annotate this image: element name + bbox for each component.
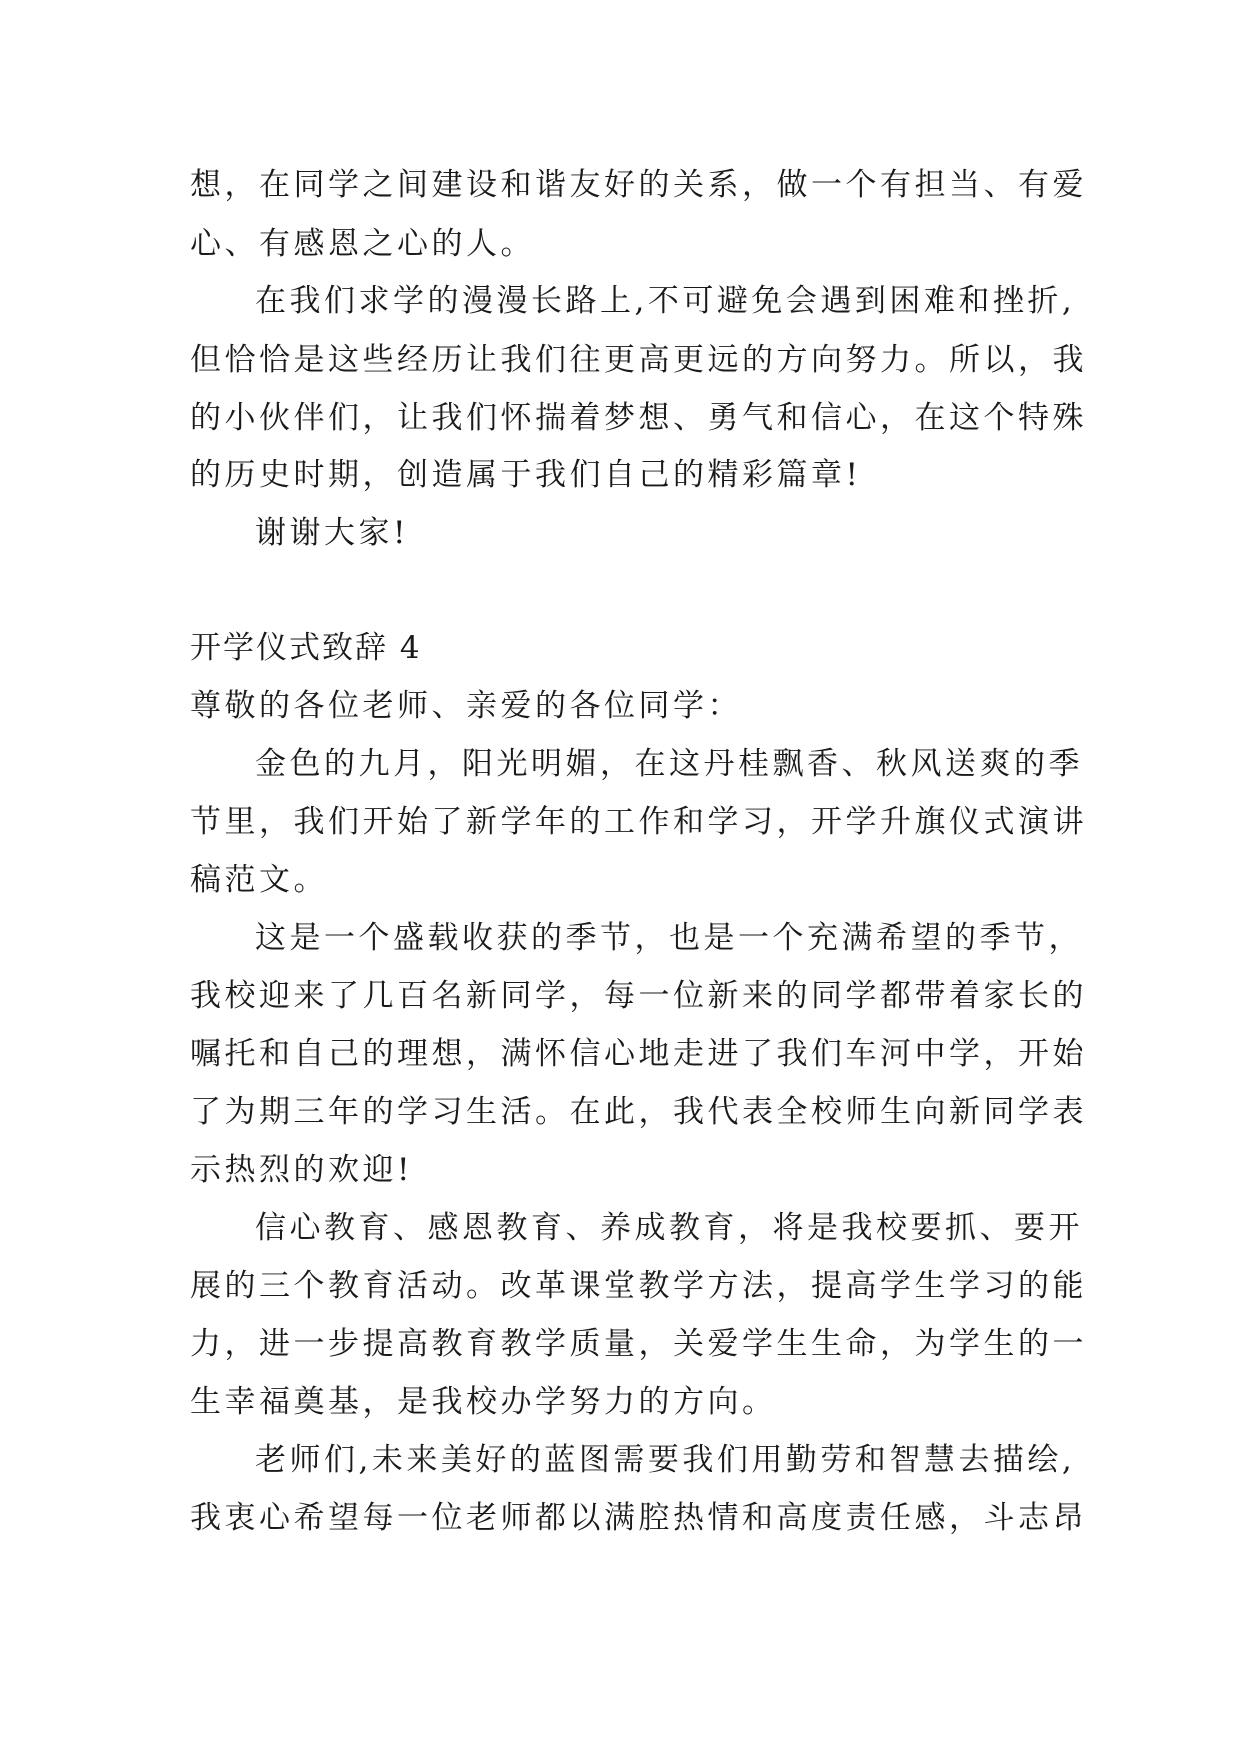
text-line: 我衷心希望每一位老师都以满腔热情和高度责任感，斗志昂 [190,1500,1087,1536]
text-line: 嘱托和自己的理想，满怀信心地走进了我们车河中学，开始 [190,1036,1087,1072]
section-title: 开学仪式致辞 4 [190,630,422,666]
text-line: 生幸福奠基，是我校办学努力的方向。 [190,1384,777,1420]
salutation: 尊敬的各位老师、亲爱的各位同学： [190,688,742,724]
paragraph-first-line: 老师们,未来美好的蓝图需要我们用勤劳和智慧去描绘, [255,1442,1076,1478]
text-line: 了为期三年的学习生活。在此，我代表全校师生向新同学表 [190,1094,1087,1130]
text-line: 节里，我们开始了新学年的工作和学习，开学升旗仪式演讲 [190,804,1087,840]
paragraph-first-line: 在我们求学的漫漫长路上,不可避免会遇到困难和挫折, [255,283,1076,319]
text-line: 力，进一步提高教育教学质量，关爱学生生命，为学生的一 [190,1326,1087,1362]
text-line: 稿范文。 [190,862,328,898]
text-line: 但恰恰是这些经历让我们往更高更远的方向努力。所以，我 [190,342,1087,378]
paragraph-first-line: 信心教育、感恩教育、养成教育，将是我校要抓、要开 [255,1210,1083,1246]
text-line: 的小伙伴们，让我们怀揣着梦想、勇气和信心，在这个特殊 [190,400,1087,436]
text-line: 心、有感恩之心的人。 [190,226,535,262]
text-line: 展的三个教育活动。改革课堂教学方法，提高学生学习的能 [190,1268,1087,1304]
paragraph-first-line: 这是一个盛载收获的季节，也是一个充满希望的季节， [255,920,1083,956]
text-line: 的历史时期，创造属于我们自己的精彩篇章! [190,457,862,493]
text-line: 我校迎来了几百名新同学，每一位新来的同学都带着家长的 [190,978,1087,1014]
paragraph-first-line: 金色的九月，阳光明媚，在这丹桂飘香、秋风送爽的季 [255,746,1083,782]
closing-thanks: 谢谢大家! [255,515,409,551]
text-line: 示热烈的欢迎! [190,1152,413,1188]
text-line: 想，在同学之间建设和谐友好的关系，做一个有担当、有爱 [190,167,1087,203]
